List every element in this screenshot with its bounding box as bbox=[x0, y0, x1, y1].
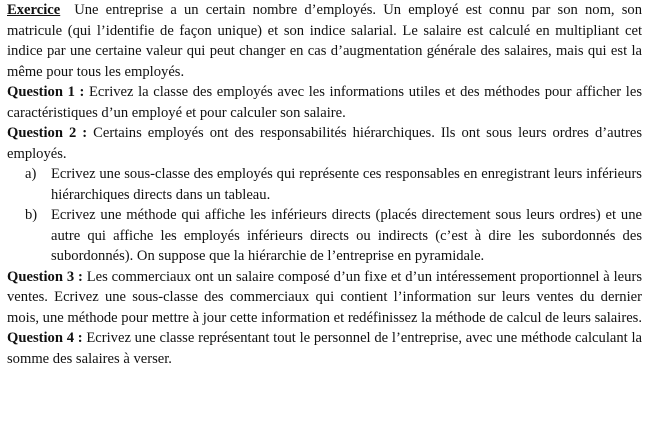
question-3-label: Question 3 : bbox=[7, 268, 83, 285]
list-item-marker: b) bbox=[25, 207, 38, 223]
list-item bbox=[7, 205, 642, 267]
question-2-label: Question 2 : bbox=[7, 125, 88, 141]
exercice-heading: Exercice bbox=[7, 2, 61, 18]
list-item-text: Ecrivez une méthode qui affiche les inférieurs directs (placés directement sous leurs ordres) et une autre qui affiche les employés inférieurs directs ou indirects (c’est à dire les subordonnés des subordonnés). On suppose que la hiérarchie de l’entreprise en pyramidale. bbox=[51, 207, 642, 264]
exercice-text: Une entreprise a un certain nombre d’employés. Un employé est connu par son nom, son matricule (qui l’identifie de façon unique) et son indice salarial. Le salaire est calculé en multipliant cet indice par une certaine valeur qui peut changer en cas d’augmentation générale des salaires, mais qui est la même pour tous les employés. bbox=[7, 2, 642, 80]
question-2 bbox=[7, 123, 642, 164]
list-item bbox=[7, 164, 642, 205]
list-item-text: Ecrivez une sous-classe des employés qui représente ces responsables en enregistrant leurs inférieurs hiérarchiques directs dans un tableau. bbox=[51, 166, 642, 203]
question-3-text: Les commerciaux ont un salaire composé d’un fixe et d’un intéressement proportionnel à leurs ventes. Ecrivez une sous-classe des commerciaux qui contient l’information sur leurs ventes du dernier mois, une méthode pour mettre à jour cette information et redéfinissez la méthode de calcul de leurs salaires. bbox=[7, 268, 642, 326]
question-3 bbox=[7, 267, 642, 329]
list-item-marker: a) bbox=[25, 166, 37, 182]
question-2-text: Certains employés ont des responsabilités hiérarchiques. Ils ont sous leurs ordres d’autres employés. bbox=[7, 125, 642, 162]
question-1-text: Ecrivez la classe des employés avec les informations utiles et des méthodes pour afficher les caractéristiques d’un employé et pour calculer son salaire. bbox=[7, 84, 642, 121]
question-4 bbox=[7, 328, 642, 369]
question-2-list bbox=[7, 164, 642, 267]
question-4-text: Ecrivez une classe représentant tout le personnel de l’entreprise, avec une méthode calculant la somme des salaires à verser. bbox=[7, 330, 642, 367]
exercice-paragraph bbox=[7, 0, 642, 82]
question-1-label: Question 1 : bbox=[7, 84, 85, 100]
question-1 bbox=[7, 82, 642, 123]
question-4-label: Question 4 : bbox=[7, 330, 83, 346]
